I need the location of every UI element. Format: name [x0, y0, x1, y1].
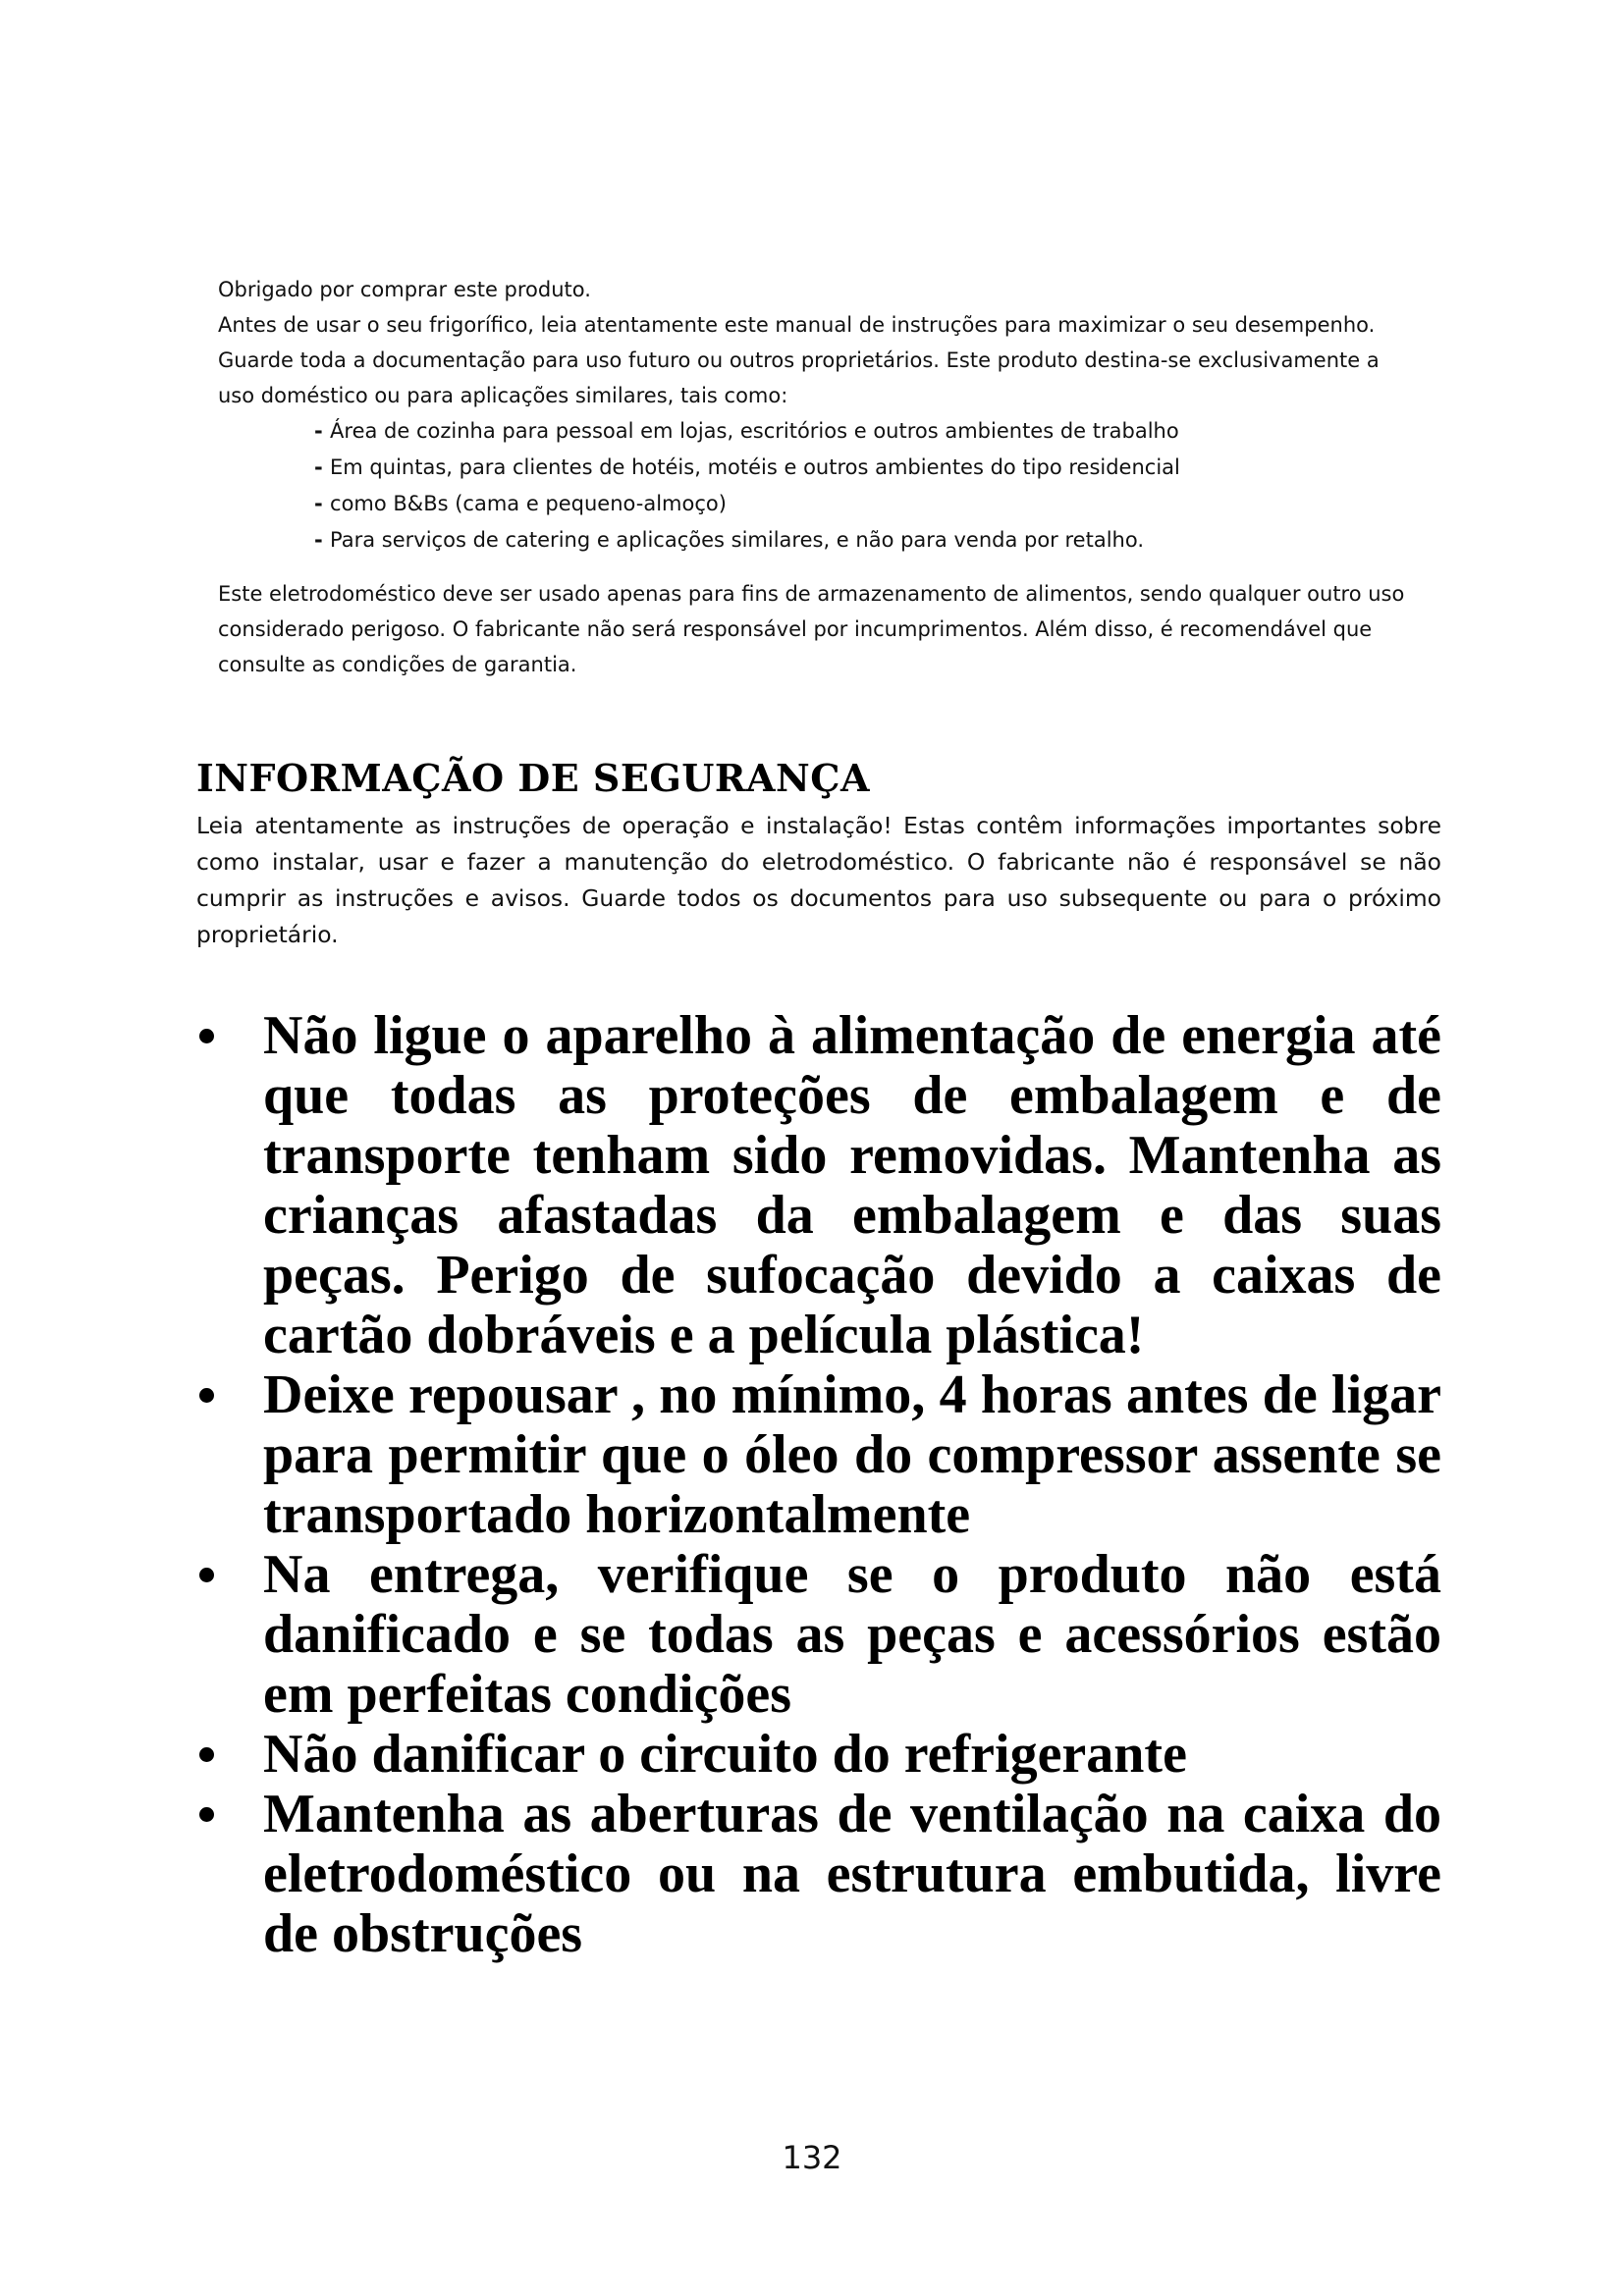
safety-bullet — [196, 1785, 1441, 1964]
bullet-dot-icon — [199, 1029, 214, 1043]
list-item: - Para serviços de catering e aplicações similares, e não para venda por retalho. — [314, 522, 1416, 559]
bullet-dot-icon — [199, 1747, 214, 1762]
safety-intro-paragraph: Leia atentamente as instruções de operação e instalação! Estas contêm informações importantes sobre como instalar, usar e fazer a manutenção do eletrodoméstico. O fabricante não é responsável se não cumprir as instruções e avisos. Guarde todos os documentos para uso subsequente ou para o próximo proprietário. — [196, 812, 1441, 948]
safety-bullet-text: Deixe repousar , no mínimo, 4 horas antes de ligar para permitir que o óleo do compressor assente se transportado horizontalmente — [263, 1364, 1441, 1545]
safety-bullet-text: Não ligue o aparelho à alimentação de energia até que todas as proteções de embalagem e de transporte tenham sido removidas. Mantenha as crianças afastadas da embalagem e das suas peças. Perigo de sufocação devido a caixas de cartão dobráveis e a película plástica! — [263, 1005, 1441, 1365]
list-item: - Em quintas, para clientes de hotéis, motéis e outros ambientes do tipo residencial — [314, 450, 1416, 486]
list-item: - Área de cozinha para pessoal em lojas, escritórios e outros ambientes de trabalho — [314, 413, 1416, 450]
bullet-dot-icon — [199, 1807, 214, 1822]
safety-bullet — [196, 1006, 1441, 1365]
page-number: 132 — [782, 2139, 842, 2176]
list-item: - como B&Bs (cama e pequeno-almoço) — [314, 486, 1416, 522]
intro-paragraph: Antes de usar o seu frigorífico, leia atentamente este manual de instruções para maximizar o seu desempenho. Guarde toda a documentação para uso futuro ou outros proprietários. Este produto destina-se exclusivamente a uso doméstico ou para aplicações similares, tais como: — [218, 313, 1380, 407]
safety-bullet-text: Mantenha as aberturas de ventilação na caixa do eletrodoméstico ou na estrutura embutida, livre de obstruções — [263, 1784, 1441, 1964]
thanks-line: Obrigado por comprar este produto. — [218, 278, 591, 301]
uses-list — [218, 413, 1416, 559]
safety-bullet-text: Na entrega, verifique se o produto não está danificado e se todas as peças e acessórios estão em perfeitas condições — [263, 1544, 1441, 1725]
intro-section — [218, 272, 1416, 682]
safety-bullet-text: Não danificar o circuito do refrigerante — [263, 1724, 1187, 1785]
safety-bullet — [196, 1725, 1441, 1785]
bullet-dot-icon — [199, 1388, 214, 1403]
usage-warning-paragraph: Este eletrodoméstico deve ser usado apenas para fins de armazenamento de alimentos, sendo qualquer outro uso considerado perigoso. O fabricante não será responsável por incumprimentos. Além disso, é recomendável que consulte as condições de garantia. — [218, 582, 1405, 676]
safety-bullet — [196, 1545, 1441, 1725]
bullet-dot-icon — [199, 1568, 214, 1582]
safety-bullet-list — [196, 1006, 1441, 1964]
safety-bullet — [196, 1365, 1441, 1545]
section-title: INFORMAÇÃO DE SEGURANÇA — [196, 756, 870, 800]
